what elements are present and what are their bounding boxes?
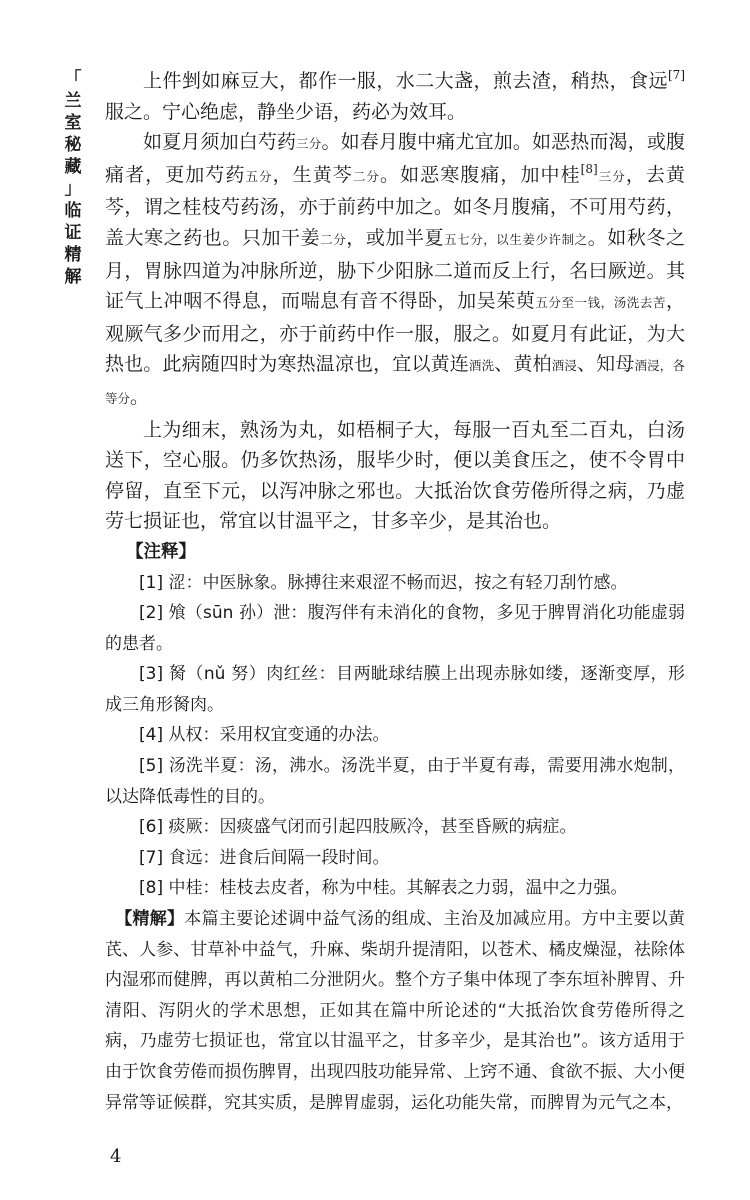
analysis-paragraph: 【精解】本篇主要论述调中益气汤的组成、主治及加减应用。方中主要以黄芪、人参、甘草补中益气，升麻、柴胡升提清阳，以苍术、橘皮燥湿，祛除体内湿邪而健脾，再以黄柏二分泄阴火。整个方子集中体现了李东垣补脾胃、升清阳、泻阴火的学术思想，正如其在篇中所论述的“大抵治饮食劳倦所得之病，乃虚劳七损证也，常宜以甘温平之，甘多辛少，是其治也”。该方适用于由于饮食劳倦而损伤脾胃，出现四肢功能异常、上窍不通、食欲不振、大小便异常等证候群，究其实质，是脾胃虚弱，运化功能失常，而脾胃为元气之本，	[105, 909, 686, 1113]
side-title-char: 兰	[64, 91, 82, 111]
note-1: [1] 涩：中医脉象。脉搏往来艰涩不畅而迟，按之有轻刀刮竹感。	[139, 572, 628, 593]
notes-heading: 【注释】	[126, 541, 196, 562]
side-title-char: 解	[64, 267, 82, 287]
side-title-char: 证	[64, 223, 82, 243]
note-8: [8] 中桂：桂枝去皮者，称为中桂。其解表之力弱，温中之力强。	[139, 878, 628, 899]
side-title-char: 临	[64, 201, 82, 221]
paragraph-2: 如夏月须加白芍药三分。如春月腹中痛尤宜加。如恶热而渴，或腹痛者，更加芍药五分，生黄芩二分。如恶寒腹痛，加中桂[8]三分，去黄芩，谓之桂枝芍药汤，亦于前药中加之。如冬月腹痛，不可用芍药，盖大寒之药也。只加干姜二分，或加半夏五七分，以生姜少许制之。如秋冬之月，胃脉四道为冲脉所逆，胁下少阳脉二道而反上行，名曰厥逆。其证气上冲咽不得息，而喘息有音不得卧，加吴茱萸五分至一钱，汤洗去苦，观厥气多少而用之，亦于前药中作一服，服之。如夏月有此证，为大热也。此病随四时为寒热温凉也，宜以黄连酒洗、黄柏酒浸、知母酒浸，各等分。	[105, 131, 685, 408]
analysis-label: 【精解】	[115, 909, 185, 930]
page-number: 4	[110, 1146, 122, 1167]
page-body	[105, 66, 685, 1118]
side-title-char: 室	[64, 113, 82, 133]
side-running-title	[60, 68, 86, 288]
side-title-char: 精	[64, 245, 82, 265]
note-2: [2] 飧（sūn 孙）泄：腹泻伴有未消化的食物，多见于脾胃消化功能虚弱的患者。	[105, 603, 685, 654]
side-title-char: 秘	[64, 135, 82, 155]
note-3: [3] 胬（nǔ 努）肉红丝：目两眦球结膜上出现赤脉如缕，逐渐变厚，形成三角形胬肉。	[105, 664, 685, 715]
note-4: [4] 从权：采用权宜变通的办法。	[139, 725, 390, 746]
paragraph-3: 上为细末，熟汤为丸，如梧桐子大，每服一百丸至二百丸，白汤送下，空心服。仍多饮热汤，服毕少时，便以美食压之，使不令胃中停留，直至下元，以泻冲脉之邪也。大抵治饮食劳倦所得之病，乃虚劳七损证也，常宜以甘温平之，甘多辛少，是其治也。	[105, 418, 685, 533]
footnote-ref-7: [7]	[668, 68, 685, 82]
note-5: [5] 汤洗半夏：汤，沸水。汤洗半夏，由于半夏有毒，需要用沸水炮制，以达降低毒性的目的。	[105, 756, 685, 807]
side-title-char: 「	[64, 69, 82, 89]
footnote-ref-8: [8]	[580, 161, 598, 176]
side-title-char: 藏	[64, 157, 82, 177]
note-7: [7] 食远：进食后间隔一段时间。	[139, 847, 390, 868]
notes-list	[105, 568, 685, 905]
note-6: [6] 痰厥：因痰盛气闭而引起四肢厥冷，甚至昏厥的病症。	[139, 817, 577, 838]
paragraph-1: 上件剉如麻豆大，都作一服，水二大盏，煎去渣，稍热，食远[7]服之。宁心绝虑，静坐少语，药必为效耳。	[105, 68, 685, 123]
side-title-char: 」	[64, 179, 82, 199]
